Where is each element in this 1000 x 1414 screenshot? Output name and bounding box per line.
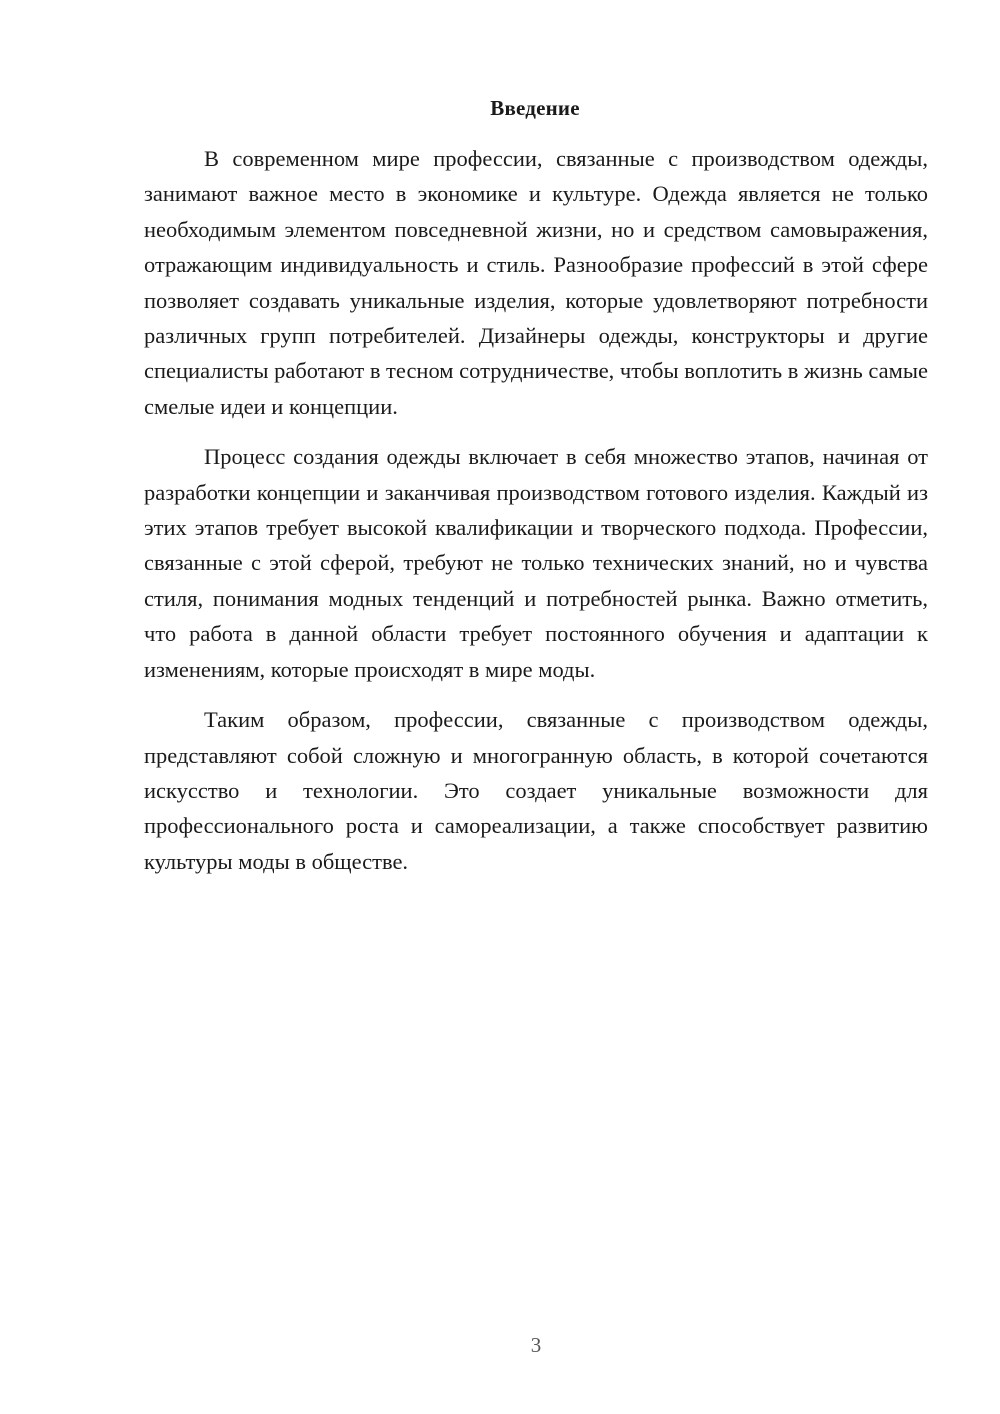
paragraph-2: Процесс создания одежды включает в себя множество этапов, начиная от разработки концепции и заканчивая производством готового изделия. Каждый из этих этапов требует высокой квалификации и творческого подхода. Профессии, связанные с этой сферой, требуют не только технических знаний, но и чувства стиля, понимания модных тенденций и потребностей рынка. Важно отметить, что работа в данной области требует постоянного обучения и адаптации к изменениям, которые происходят в мире моды. xyxy=(144,444,928,682)
section-heading: Введение xyxy=(490,96,580,120)
body-text xyxy=(144,141,928,894)
paragraph-1: В современном мире профессии, связанные с производством одежды, занимают важное место в экономике и культуре. Одежда является не только необходимым элементом повседневной жизни, но и средством самовыражения, отражающим индивидуальность и стиль. Разнообразие профессий в этой сфере позволяет создавать уникальные изделия, которые удовлетворяют потребности различных групп потребителей. Дизайнеры одежды, конструкторы и другие специалисты работают в тесном сотрудничестве, чтобы воплотить в жизнь самые смелые идеи и концепции. xyxy=(144,146,928,419)
paragraph-3: Таким образом, профессии, связанные с производством одежды, представляют собой сложную и многогранную область, в которой сочетаются искусство и технологии. Это создает уникальные возможности для профессионального роста и самореализации, а также способствует развитию культуры моды в обществе. xyxy=(144,707,928,874)
page-number: 3 xyxy=(530,1333,542,1357)
